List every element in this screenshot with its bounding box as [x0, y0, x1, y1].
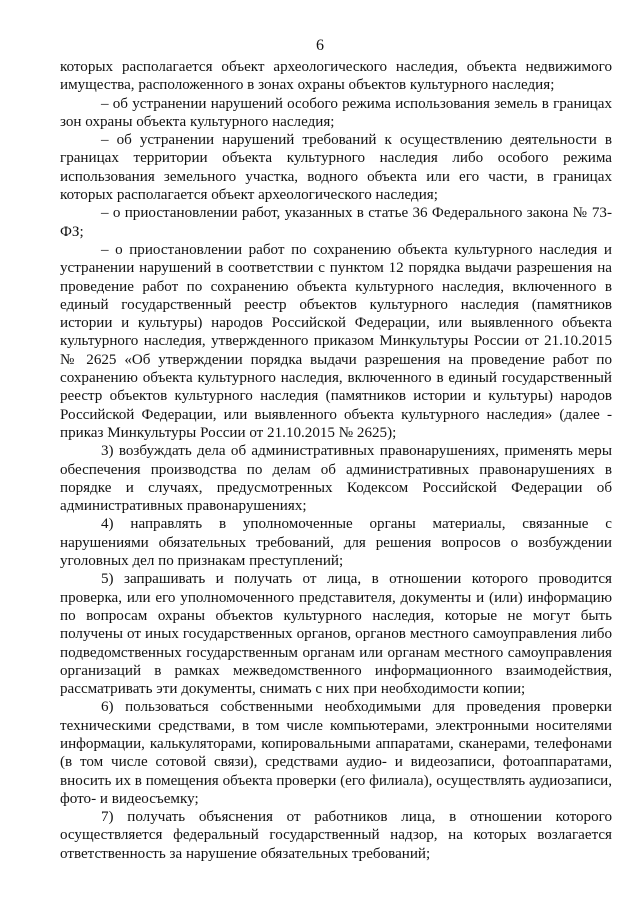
paragraph-item-suspend-preservation: – о приостановлении работ по сохранению объекта культурного наследия и устранении нарушений в соответствии с пунктом 12 порядка выдачи разрешения на проведение работ по сохранению объекта культурного наследия, включенного в единый государственный реестр объектов культурного наследия (памятников истории и культуры) народов Российской Федерации, или выявленного объекта культурного наследия, утвержденного приказом Минкультуры России от 21.10.2015 № 2625 «Об утверждении порядка выдачи разрешения на проведение работ по сохранению объекта культурного наследия, включенного в единый государственный реестр объектов культурного наследия (памятников истории и культуры) народов Российской Федерации, или выявленного объекта культурного наследия» (далее - приказ Минкультуры России от 21.10.2015 № 2625);: [60, 241, 612, 441]
paragraph-item-7: 7) получать объяснения от работников лица, в отношении которого осуществляется федеральный государственный надзор, на которых возлагается ответственность за нарушение обязательных требований;: [60, 809, 612, 862]
paragraph-item-3: 3) возбуждать дела об административных правонарушениях, применять меры обеспечения производства по делам об административных правонарушениях в порядке и случаях, предусмотренных Кодексом Российской Федерации об административных правонарушениях;: [60, 443, 612, 515]
paragraph-item-zone-regime: – об устранении нарушений особого режима использования земель в границах зон охраны объекта культурного наследия;: [60, 95, 612, 130]
paragraph-item-4: 4) направлять в уполномоченные органы материалы, связанные с нарушениями обязательных требований, для решения вопросов о возбуждении уголовных дел по признакам преступлений;: [60, 516, 612, 570]
paragraph-item-6: 6) пользоваться собственными необходимыми для проведения проверки техническими средствами, в том числе компьютерами, электронными носителями информации, калькуляторами, копировальными аппаратами, сканерами, телефонами (в том числе сотовой связи), средствами аудио- и видеозаписи, фотоаппаратами, вносить их в помещения объекта проверки (его филиала), осуществлять аудиозаписи, фото- и видеосъемку;: [60, 699, 612, 807]
page-number: 6: [316, 37, 324, 54]
document-body: [60, 58, 612, 863]
paragraph-continuation: которых располагается объект археологического наследия, объекта недвижимого имущества, расположенного в зонах охраны объектов культурного наследия;: [60, 59, 612, 94]
paragraph-item-5: 5) запрашивать и получать от лица, в отношении которого проводится проверка, или его уполномоченного представителя, документы и (или) информацию по вопросам охраны объектов культурного наследия, которые не могут быть получены от иных государственных органов, органов местного самоуправления либо подведомственных государственным органам или органам местного самоуправления организаций в рамках межведомственного информационного взаимодействия, рассматривать эти документы, снимать с них при необходимости копии;: [60, 571, 612, 698]
paragraph-item-territory-requirements: – об устранении нарушений требований к осуществлению деятельности в границах территории объекта культурного наследия либо особого режима использования земельного участка, водного объекта или его части, в границах которых располагается объект археологического наследия;: [60, 132, 612, 204]
paragraph-item-suspend-article-36: – о приостановлении работ, указанных в статье 36 Федерального закона № 73-ФЗ;: [60, 205, 612, 240]
